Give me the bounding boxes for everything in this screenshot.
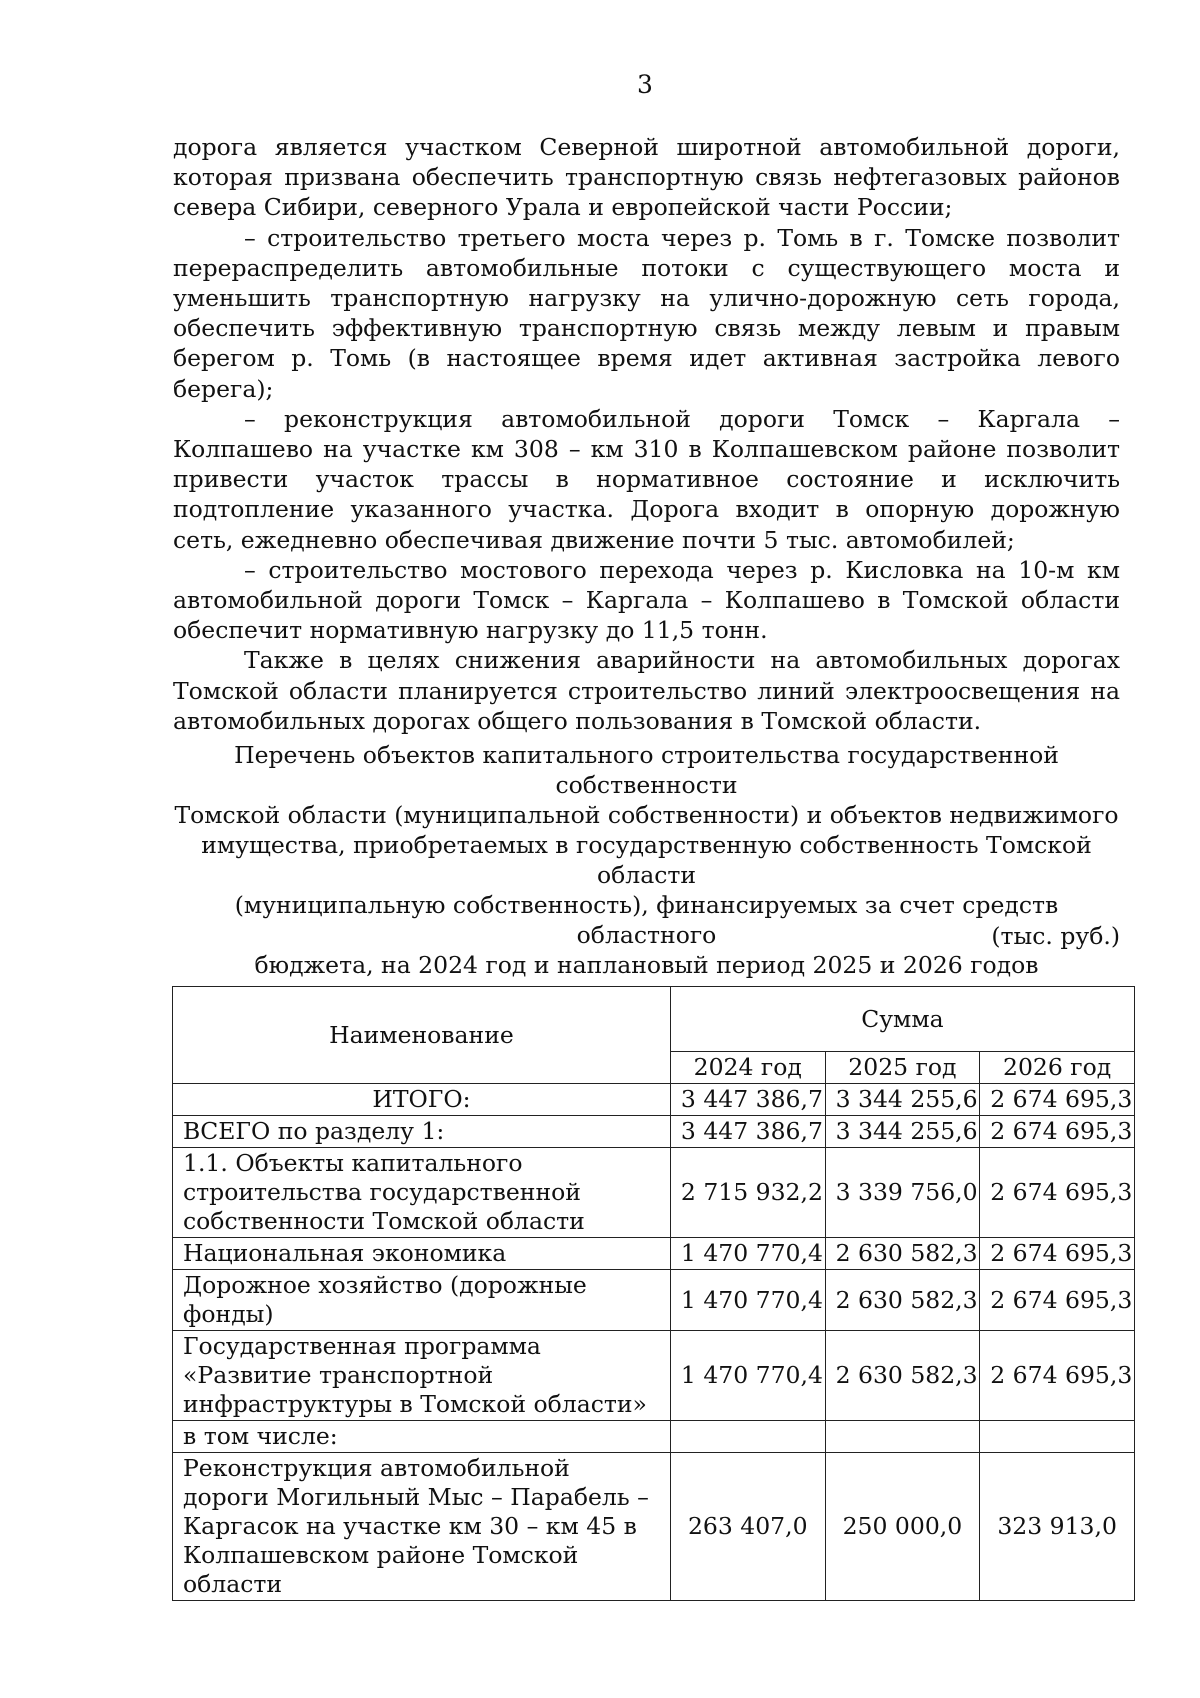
- row-value-2024: 263 407,0: [670, 1453, 825, 1601]
- row-value-2026: 2 674 695,3: [980, 1084, 1135, 1116]
- row-name: 1.1. Объекты капитального строительства государственной собственности Томской области: [173, 1148, 671, 1238]
- row-value-2025: 2 630 582,3: [825, 1238, 980, 1270]
- list-title-line: Томской области (муниципальной собственности) и объектов недвижимого: [174, 801, 1119, 829]
- paragraph: – реконструкция автомобильной дороги Томск – Каргала – Колпашево на участке км 308 – км 310 в Колпашевском районе позволит привести участок трассы в нормативное состояние и исключить подтопление указанного участка. Дорога входит в опорную дорожную сеть, ежедневно обеспечивая движение почти 5 тыс. автомобилей;: [173, 404, 1120, 554]
- paragraph: – строительство мостового перехода через р. Кисловка на 10-м км автомобильной дороги Томск – Каргала – Колпашево в Томской области обеспечит нормативную нагрузку до 11,5 тонн.: [173, 555, 1120, 645]
- header-year-2024: 2024 год: [670, 1052, 825, 1084]
- row-value-2024: [670, 1421, 825, 1453]
- list-title-line: Перечень объектов капитального строительства государственной собственности: [234, 741, 1059, 799]
- row-value-2025: 3 339 756,0: [825, 1148, 980, 1238]
- row-value-2024: 3 447 386,7: [670, 1084, 825, 1116]
- row-name: ВСЕГО по разделу 1:: [173, 1116, 671, 1148]
- table-row: [173, 1116, 1135, 1148]
- page-number: 3: [637, 70, 653, 99]
- row-value-2026: 323 913,0: [980, 1453, 1135, 1601]
- row-value-2024: 2 715 932,2: [670, 1148, 825, 1238]
- header-year-2026: 2026 год: [980, 1052, 1135, 1084]
- row-name: Национальная экономика: [173, 1238, 671, 1270]
- table-row: [173, 1084, 1135, 1116]
- row-value-2026: 2 674 695,3: [980, 1116, 1135, 1148]
- row-value-2026: 2 674 695,3: [980, 1331, 1135, 1421]
- header-name: Наименование: [173, 987, 671, 1084]
- budget-table: [172, 986, 1135, 1601]
- row-value-2026: 2 674 695,3: [980, 1148, 1135, 1238]
- table-row: [173, 1331, 1135, 1421]
- row-value-2025: 2 630 582,3: [825, 1270, 980, 1331]
- row-value-2026: 2 674 695,3: [980, 1238, 1135, 1270]
- row-name: Государственная программа «Развитие транспортной инфраструктуры в Томской области»: [173, 1331, 671, 1421]
- list-title-line: (муниципальную собственность), финансируемых за счет средств областного: [234, 891, 1059, 949]
- row-value-2026: 2 674 695,3: [980, 1270, 1135, 1331]
- paragraph: – строительство третьего моста через р. Томь в г. Томске позволит перераспределить автомобильные потоки с существующего моста и уменьшить транспортную нагрузку на улично-дорожную сеть города, обеспечить эффективную транспортную связь между левым и правым берегом р. Томь (в настоящее время идет активная застройка левого берега);: [173, 223, 1120, 403]
- row-value-2024: 3 447 386,7: [670, 1116, 825, 1148]
- row-value-2025: 3 344 255,6: [825, 1084, 980, 1116]
- row-value-2025: [825, 1421, 980, 1453]
- list-title: [173, 740, 1120, 980]
- table-row: [173, 1453, 1135, 1601]
- list-title-line: имущества, приобретаемых в государственную собственность Томской области: [201, 831, 1092, 889]
- units-label: (тыс. руб.): [991, 922, 1120, 950]
- intro-text: [173, 132, 1120, 736]
- row-name: в том числе:: [173, 1421, 671, 1453]
- table-row: [173, 1421, 1135, 1453]
- row-value-2026: [980, 1421, 1135, 1453]
- table-row: [173, 1148, 1135, 1238]
- row-name: Реконструкция автомобильной дороги Могильный Мыс – Парабель – Каргасок на участке км 30 – км 45 в Колпашевском районе Томской области: [173, 1453, 671, 1601]
- row-value-2025: 250 000,0: [825, 1453, 980, 1601]
- row-name: Дорожное хозяйство (дорожные фонды): [173, 1270, 671, 1331]
- paragraph: дорога является участком Северной широтной автомобильной дороги, которая призвана обеспечить транспортную связь нефтегазовых районов севера Сибири, северного Урала и европейской части России;: [173, 133, 1120, 222]
- row-name: ИТОГО:: [173, 1084, 671, 1116]
- row-value-2024: 1 470 770,4: [670, 1331, 825, 1421]
- table-row: [173, 1238, 1135, 1270]
- list-title-line: бюджета, на 2024 год и наплановый период 2025 и 2026 годов: [254, 951, 1039, 979]
- row-value-2025: 2 630 582,3: [825, 1331, 980, 1421]
- row-value-2024: 1 470 770,4: [670, 1238, 825, 1270]
- paragraph: Также в целях снижения аварийности на автомобильных дорогах Томской области планируется строительство линий электроосвещения на автомобильных дорогах общего пользования в Томской области.: [173, 646, 1120, 735]
- table-row: [173, 1270, 1135, 1331]
- row-value-2024: 1 470 770,4: [670, 1270, 825, 1331]
- header-year-2025: 2025 год: [825, 1052, 980, 1084]
- header-sum: Сумма: [670, 987, 1134, 1052]
- row-value-2025: 3 344 255,6: [825, 1116, 980, 1148]
